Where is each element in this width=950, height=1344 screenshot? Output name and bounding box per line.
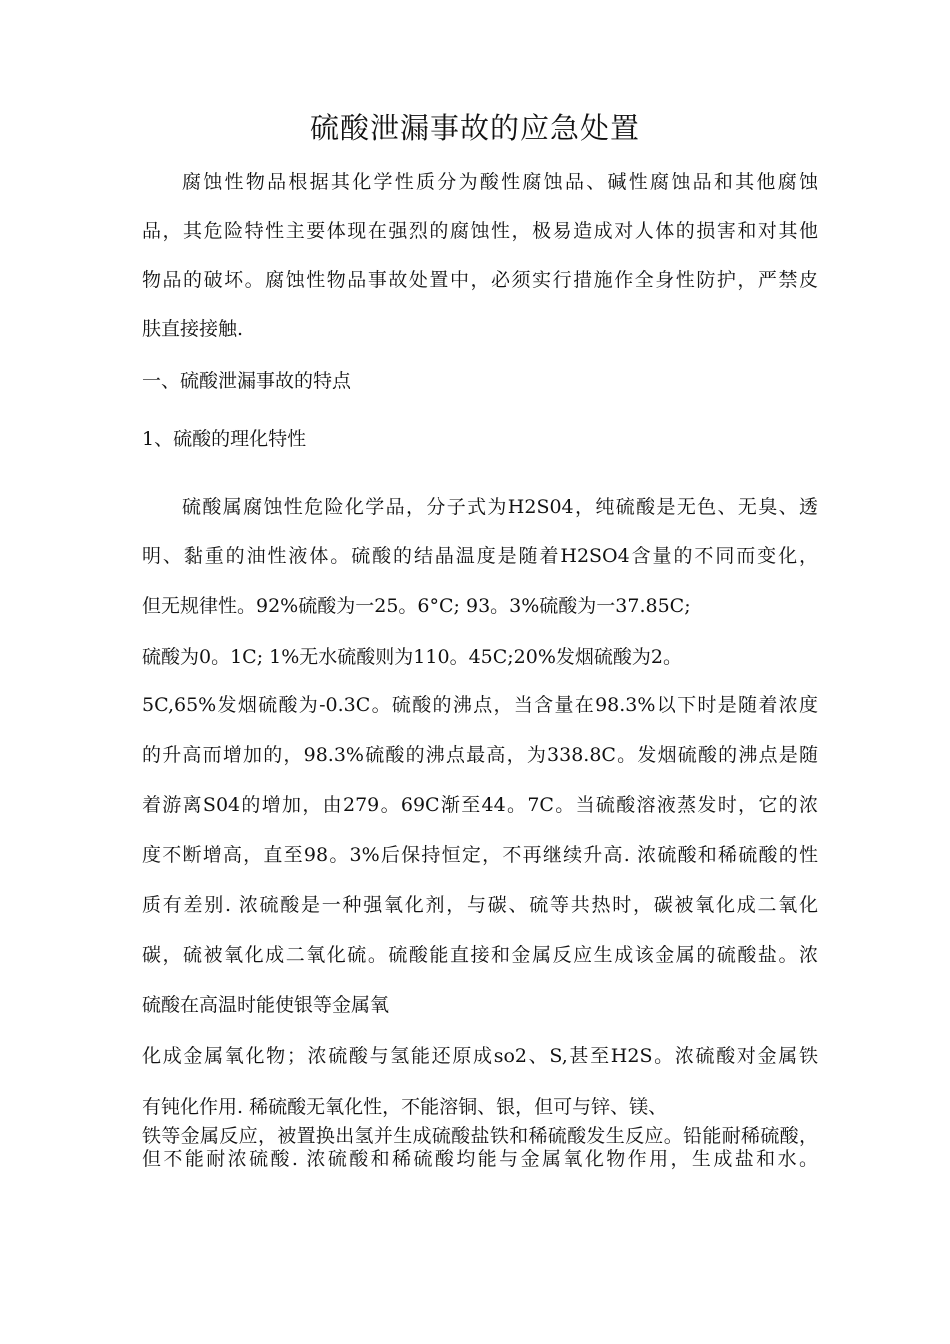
paragraph-line: 5C,65%发烟硫酸为-0.3C。硫酸的沸点，当含量在98.3%以下时是随着浓度 <box>142 694 818 716</box>
paragraph-line: 硫酸为0。1C; 1%无水硫酸则为110。45C;20%发烟硫酸为2。 <box>142 646 682 668</box>
paragraph-line: 着游离S04的增加，由279。69C渐至44。7C。当硫酸溶液蒸发时，它的浓 <box>142 794 818 816</box>
paragraph-line: 品，其危险特性主要体现在强烈的腐蚀性，极易造成对人体的损害和对其他 <box>142 220 818 242</box>
document-title: 硫酸泄漏事故的应急处置 <box>309 111 640 145</box>
paragraph-line: 硫酸属腐蚀性危险化学品，分子式为H2S04，纯硫酸是无色、无臭、透 <box>182 496 818 518</box>
paragraph-line: 质有差别. 浓硫酸是一种强氧化剂，与碳、硫等共热时，碳被氧化成二氧化 <box>142 894 818 916</box>
paragraph-line: 明、黏重的油性液体。硫酸的结晶温度是随着H2SO4含量的不同而变化， <box>142 545 818 567</box>
paragraph-line: 物品的破坏。腐蚀性物品事故处置中，必须实行措施作全身性防护，严禁皮 <box>142 269 818 291</box>
subsection-heading: 1、硫酸的理化特性 <box>142 428 307 450</box>
paragraph-block: 铁等金属反应，被置换出氢并生成硫酸盐铁和稀硫酸发生反应。铅能耐稀硫酸，但不能耐浓硫酸. 浓硫酸和稀硫酸均能与金属氧化物作用，生成盐和水。 <box>142 1125 818 1170</box>
paragraph-line: 的升高而增加的，98.3%硫酸的沸点最高，为338.8C。发烟硫酸的沸点是随 <box>142 744 818 766</box>
section-heading: 一、硫酸泄漏事故的特点 <box>142 370 352 392</box>
paragraph-line: 硫酸在高温时能使银等金属氧 <box>142 994 390 1016</box>
paragraph-line: 度不断增高，直至98。3%后保持恒定，不再继续升高. 浓硫酸和稀硫酸的性 <box>142 844 818 866</box>
paragraph-line: 腐蚀性物品根据其化学性质分为酸性腐蚀品、碱性腐蚀品和其他腐蚀 <box>182 171 818 193</box>
paragraph-line: 化成金属氧化物；浓硫酸与氢能还原成so2、S,甚至H2S。浓硫酸对金属铁 <box>142 1045 818 1067</box>
paragraph-line: 但无规律性。92%硫酸为一25。6°C; 93。3%硫酸为一37.85C; <box>142 595 691 617</box>
paragraph-line: 有钝化作用. 稀硫酸无氧化性，不能溶铜、银，但可与锌、镁、 <box>142 1096 668 1118</box>
paragraph-line: 碳，硫被氧化成二氧化硫。硫酸能直接和金属反应生成该金属的硫酸盐。浓 <box>142 944 818 966</box>
paragraph-line: 肤直接接触. <box>142 318 244 340</box>
